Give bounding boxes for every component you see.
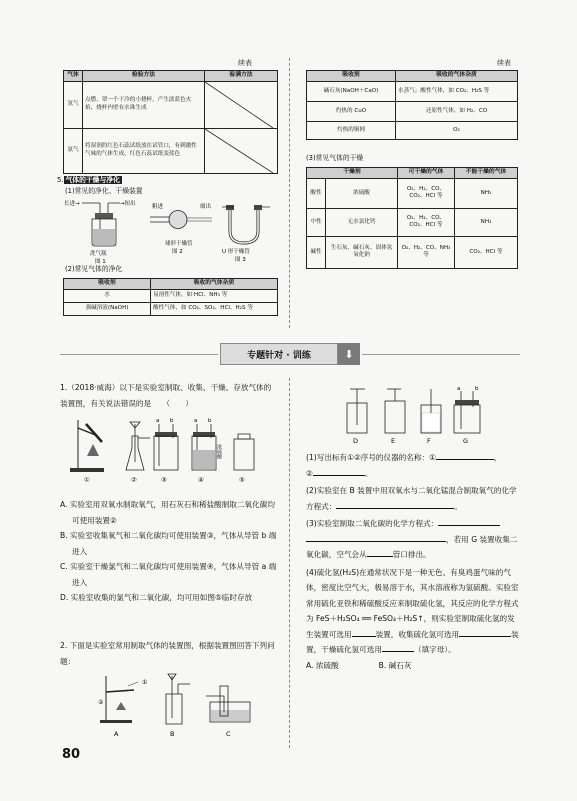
q2-blank-1[interactable] xyxy=(436,450,494,460)
section5-sub2: (2)常见气体的净化 xyxy=(65,265,123,273)
page-number: 80 xyxy=(62,747,81,762)
fig2-name-text: 球形干燥管 xyxy=(165,241,193,247)
q2-options xyxy=(306,658,520,674)
fig3-label-text: 图 3 xyxy=(235,257,246,263)
q1-options xyxy=(60,497,282,606)
q2-part2-text: (2)实验室在 B 装置中用双氧水与二氧化锰混合制取氧气的化学方程式： xyxy=(306,486,517,511)
purify-water: 水 xyxy=(64,289,151,302)
dry-can-acid: O₂、H₂、CO、CO₂、HCl 等 xyxy=(398,178,455,208)
q2-g-b: b xyxy=(475,386,479,392)
q2-part4-mid: 装置，收集硫化氢可选用 xyxy=(375,629,460,639)
dry-type-acid: 酸性 xyxy=(307,178,326,208)
dry-cannot-neutral: NH₃ xyxy=(455,208,518,236)
q2-mark-2: ② xyxy=(98,699,104,706)
full-nh3 xyxy=(205,128,278,173)
q2-part2-end: 。 xyxy=(454,501,462,511)
col-full: 验满方法 xyxy=(205,71,278,82)
dry-col-can: 可干燥的气体 xyxy=(398,168,455,179)
q2-label-a: A xyxy=(114,730,119,738)
fig2-label-text: 图 2 xyxy=(172,249,183,255)
gas-h2: 氢气 xyxy=(64,81,83,128)
abs-soda-lime: 碱石灰(NaOH＋CaO) xyxy=(307,81,396,101)
column-divider-bottom xyxy=(289,378,290,748)
q2-part4-mid2: 装置，干燥硫化氢可选用 xyxy=(306,629,519,654)
q2-part1-mark2: ② xyxy=(306,468,313,478)
q2-blank-9[interactable] xyxy=(382,642,414,652)
q1-label-3: ③ xyxy=(161,476,167,484)
q2-part1 xyxy=(306,450,520,481)
q2-apparatus-right xyxy=(335,385,515,445)
purify-water-impurity: 易溶性气体，如 HCl、NH₃ 等 xyxy=(151,289,278,302)
gas-test-table xyxy=(63,70,278,174)
banner-rule-right xyxy=(362,354,520,355)
q2-apparatus-left xyxy=(94,672,284,740)
gas-nh3: 氨气 xyxy=(64,128,83,173)
q1-a-4: a xyxy=(194,418,198,424)
q2-part3-mid: ，若用 G 装置收集二氧化碳，空气会从 xyxy=(306,534,518,559)
q1-label-1: ① xyxy=(84,476,90,484)
q2-part1-end: 。 xyxy=(364,468,373,478)
dry-type-neutral: 中性 xyxy=(307,208,326,236)
q2-blank-3[interactable] xyxy=(336,499,454,509)
section-banner xyxy=(220,343,360,365)
col-test: 检验方法 xyxy=(83,71,205,82)
q2-label-e: E xyxy=(391,437,396,445)
in-long-text: 长进→ xyxy=(64,201,80,207)
q1-b-3: b xyxy=(170,418,174,424)
q2-label-c: C xyxy=(226,730,231,738)
fig1-name-text: 洗气瓶 xyxy=(90,251,107,257)
full-h2 xyxy=(205,81,278,128)
dry-can-neutral: O₂、H₂、CO、CO₂、HCl 等 xyxy=(398,208,455,236)
q2-part1-comma: ， xyxy=(493,453,502,462)
abs-soda-lime-impurity: 水蒸气；酸性气体，如 CO₂、H₂S 等 xyxy=(396,81,518,101)
purify-apparatus-figure xyxy=(62,195,287,267)
fig3-name-text: U 形干燥管 xyxy=(222,249,250,255)
q2-label-d: D xyxy=(353,437,359,445)
q2-part3-end: 管口排出。 xyxy=(392,550,431,559)
abs-cu-impurity: O₂ xyxy=(396,121,518,139)
abs-cuo-impurity: 还原性气体，如 H₂、CO xyxy=(396,101,518,121)
q2-part3-text: (3)实验室制取二氧化碳的化学方程式： xyxy=(306,519,439,528)
dry-title: (3)常见气体的干燥 xyxy=(306,154,364,162)
q2-blank-6[interactable] xyxy=(367,547,393,557)
abs-cu: 灼热的铜网 xyxy=(307,121,396,139)
q2-blank-5[interactable] xyxy=(306,532,446,542)
column-divider-top xyxy=(289,58,290,328)
q2-part2 xyxy=(306,483,520,514)
q2-part1-text: (1)写出标有①②序号的仪器的名称：① xyxy=(306,453,436,462)
dry-cannot-base: CO₂、HCl 等 xyxy=(455,236,518,268)
q1-label-5: ⑤ xyxy=(239,476,245,484)
q1-option-a[interactable]: A. 实验室用双氧水制取氧气，用石灰石和稀盐酸制取二氧化碳均可使用装置② xyxy=(60,500,275,525)
q2-option-b[interactable]: B. 碱石灰 xyxy=(378,660,412,670)
q1-label-4: ④ xyxy=(198,476,204,484)
continued-label-left: 续表 xyxy=(238,59,252,67)
abs-cuo: 灼热的 CuO xyxy=(307,101,396,121)
section5-number: 5. xyxy=(57,176,64,184)
dry-agent-acid: 浓硫酸 xyxy=(326,178,398,208)
q1-liquid-label: 浓硫酸 xyxy=(216,444,222,459)
banner-rule-left xyxy=(60,354,218,355)
continued-label-right: 续表 xyxy=(497,59,511,67)
section5-heading xyxy=(57,175,122,186)
q2-blank-7[interactable] xyxy=(352,627,376,637)
section5-title: 气体的干燥与净化 xyxy=(65,176,120,184)
purify-col-impurity: 吸收的气体杂质 xyxy=(151,279,278,290)
q1-label-2: ② xyxy=(131,476,137,484)
fig1-label-text: 图 1 xyxy=(95,259,106,265)
q2-mark-1: ① xyxy=(142,679,148,686)
dry-type-base: 碱性 xyxy=(307,236,326,268)
q2-blank-4[interactable] xyxy=(438,516,500,526)
q2-part4-end: （填字母）。 xyxy=(413,645,456,654)
purify-table xyxy=(63,278,278,316)
dry-can-base: O₂、H₂、CO、NH₃ 等 xyxy=(398,236,455,268)
q1-option-d[interactable]: D. 实验室收集的氯气和二氧化碳，均可用如图⑤临时存放 xyxy=(60,593,253,602)
q1-option-c[interactable]: C. 实验室干燥氯气和二氧化碳均可使用装置④，气体从导管 a 端进入 xyxy=(60,562,277,587)
q2-label-g: G xyxy=(463,437,469,445)
dry-cannot-acid: NH₃ xyxy=(455,178,518,208)
q1-stem: 1.（2018·威海）以下是实验室制取、收集、干燥、存放气体的装置图，有关说法错误的是 （ ） xyxy=(60,383,272,408)
q1-a-3: a xyxy=(156,418,160,424)
method-nh3: 将湿润的红色石蕊试纸放在试管口，有刺激性气味的气体生成，红色石蕊试纸变蓝色 xyxy=(83,128,205,173)
q2-blank-8[interactable] xyxy=(459,627,511,637)
in-thick-text: 粗进 xyxy=(152,204,164,210)
dry-col-agent: 干燥剂 xyxy=(307,168,398,179)
q2-part4-text: (4)硫化氢(H₂S)在通常状况下是一种无色、有臭鸡蛋气味的气体，密度比空气大，极易溶于水，其水溶液称为氢硫酸。实验室常用硫化亚铁和稀硫酸反应来制取硫化氢，其反应的化学方程式为 FeS＋H₂SO₄ ══ FeSO₄＋H₂S↑，则实验室制取硫化氢的发生装置可选用 xyxy=(306,567,519,639)
q2-part3 xyxy=(306,516,520,563)
abs-col-impurity: 吸收的气体杂质 xyxy=(396,71,518,82)
dry-col-cannot: 不能干燥的气体 xyxy=(455,168,518,179)
q2-part4 xyxy=(306,565,520,658)
purify-naoh-impurity: 酸性气体，如 CO₂、SO₂、HCl、H₂S 等 xyxy=(151,302,278,315)
q2-label-f: F xyxy=(427,437,431,445)
purify-col-absorbent: 吸收剂 xyxy=(64,279,151,290)
method-h2: 点燃，罩一个干冷的小烧杯，产生淡蓝色火焰，烧杯内壁有水珠生成 xyxy=(83,81,205,128)
q1-apparatus-figure xyxy=(62,414,282,488)
section5-sub1: (1)常见的净化、干燥装置 xyxy=(65,187,143,195)
q2-g-a: a xyxy=(457,386,461,392)
abs-col-absorbent: 吸收剂 xyxy=(307,71,396,82)
banner-title: 专题针对 · 训练 xyxy=(220,343,338,365)
drying-table xyxy=(306,167,518,269)
q1-option-b[interactable]: B. 实验室收集氧气和二氧化碳均可使用装置③，气体从导管 b 端进入 xyxy=(60,531,277,556)
q1-b-4: b xyxy=(208,418,212,424)
dry-agent-base: 生石灰、碱石灰、固体氢氧化钠 xyxy=(326,236,398,268)
dry-agent-neutral: 无水氯化钙 xyxy=(326,208,398,236)
out-thin-text: 细出 xyxy=(200,204,212,210)
out-short-text: →短出 xyxy=(120,201,136,207)
absorbent-table xyxy=(306,70,518,140)
q2-blank-2[interactable] xyxy=(313,466,365,476)
q2-parts xyxy=(306,450,520,673)
q2-option-a[interactable]: A. 浓硫酸 xyxy=(306,660,339,670)
down-arrow-icon: ⬇ xyxy=(338,343,360,365)
col-gas: 气体 xyxy=(64,71,83,82)
purify-naoh: 强碱溶液(NaOH) xyxy=(64,302,151,315)
q2-stem: 2. 下面是实验室常用制取气体的装置图，根据装置图回答下列问题： xyxy=(60,641,275,666)
q2-label-b: B xyxy=(170,730,175,738)
